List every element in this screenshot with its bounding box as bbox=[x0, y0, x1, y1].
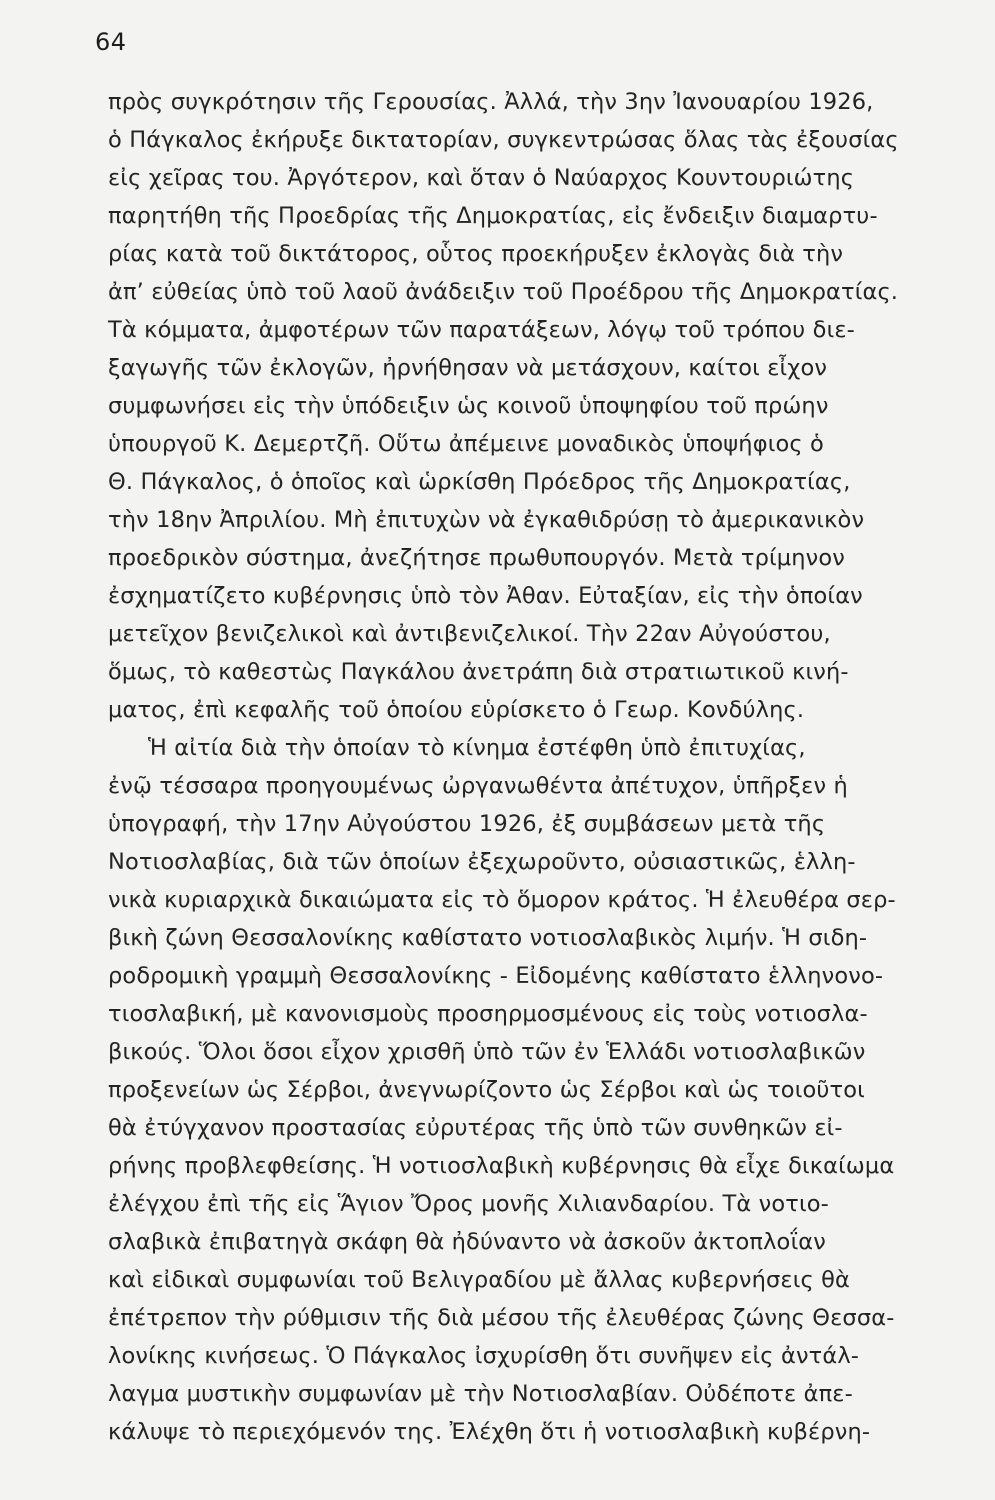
text-line: κάλυψε τὸ περιεχόμενόν της. Ἐλέχθη ὅτι ἡ νοτιοσλαβικὴ κυβέρνη- bbox=[108, 1419, 871, 1445]
text-line: ρίας κατὰ τοῦ δικτάτορος, οὗτος προεκήρυξεν ἐκλογὰς διὰ τὴν bbox=[108, 241, 844, 267]
text-line: μετεῖχον βενιζελικοὶ καὶ ἀντιβενιζελικοί. Τὴν 22αν Αὐγούστου, bbox=[108, 621, 831, 647]
text-line: τὴν 18ην Ἀπριλίου. Μὴ ἐπιτυχὼν νὰ ἐγκαθιδρύσῃ τὸ ἀμερικανικὸν bbox=[108, 507, 865, 533]
text-line: ξαγωγῆς τῶν ἐκλογῶν, ἠρνήθησαν νὰ μετάσχουν, καίτοι εἶχον bbox=[108, 355, 828, 381]
page-number: 64 bbox=[95, 28, 127, 56]
text-line: βικούς. Ὅλοι ὅσοι εἶχον χρισθῆ ὑπὸ τῶν ἐν Ἑλλάδι νοτιοσλαβικῶν bbox=[108, 1039, 866, 1065]
text-line: Θ. Πάγκαλος, ὁ ὁποῖος καὶ ὡρκίσθη Πρόεδρος τῆς Δημοκρατίας, bbox=[108, 469, 851, 495]
text-line: καὶ εἰδικαὶ συμφωνίαι τοῦ Βελιγραδίου μὲ ἄλλας κυβερνήσεις θὰ bbox=[108, 1267, 851, 1293]
text-line: ματος, ἐπὶ κεφαλῆς τοῦ ὁποίου εὑρίσκετο ὁ Γεωρ. Κονδύλης. bbox=[108, 697, 805, 723]
text-line: ὅμως, τὸ καθεστὼς Παγκάλου ἀνετράπη διὰ στρατιωτικοῦ κινή- bbox=[108, 659, 849, 685]
text-line: νικὰ κυριαρχικὰ δικαιώματα εἰς τὸ ὅμορον κράτος. Ἡ ἐλευθέρα σερ- bbox=[108, 887, 896, 913]
text-line: ὑπουργοῦ Κ. Δεμερτζῆ. Οὕτω ἀπέμεινε μοναδικὸς ὑποψήφιος ὁ bbox=[108, 431, 824, 457]
text-line: ὑπογραφή, τὴν 17ην Αὐγούστου 1926, ἐξ συμβάσεων μετὰ τῆς bbox=[108, 811, 826, 837]
paragraph-start-line: Ἡ αἰτία διὰ τὴν ὁποίαν τὸ κίνημα ἐστέφθη ὑπὸ ἐπιτυχίας, bbox=[148, 735, 806, 761]
text-line: συμφωνήσει εἰς τὴν ὑπόδειξιν ὡς κοινοῦ ὑποψηφίου τοῦ πρώην bbox=[108, 393, 829, 419]
text-line: τιοσλαβική, μὲ κανονισμοὺς προσηρμοσμένους εἰς τοὺς νοτιοσλα- bbox=[108, 1001, 868, 1027]
text-line: ροδρομικὴ γραμμὴ Θεσσαλονίκης - Εἰδομένης καθίστατο ἑλληνονο- bbox=[108, 963, 884, 989]
text-line: βικὴ ζώνη Θεσσαλονίκης καθίστατο νοτιοσλαβικὸς λιμήν. Ἡ σιδη- bbox=[108, 925, 868, 951]
text-line: προεδρικὸν σύστημα, ἀνεζήτησε πρωθυπουργόν. Μετὰ τρίμηνον bbox=[108, 545, 845, 571]
text-line: παρητήθη τῆς Προεδρίας τῆς Δημοκρατίας, εἰς ἔνδειξιν διαμαρτυ- bbox=[108, 203, 878, 229]
text-line: πρὸς συγκρότησιν τῆς Γερουσίας. Ἀλλά, τὴν 3ην Ἰανουαρίου 1926, bbox=[108, 89, 874, 115]
text-line: λαγμα μυστικὴν συμφωνίαν μὲ τὴν Νοτιοσλαβίαν. Οὐδέποτε ἀπε- bbox=[108, 1381, 853, 1407]
text-line: ρήνης προβλεφθείσης. Ἡ νοτιοσλαβικὴ κυβέρνησις θὰ εἶχε δικαίωμα bbox=[108, 1153, 895, 1179]
text-line: θὰ ἐτύγχανον προστασίας εὐρυτέρας τῆς ὑπὸ τῶν συνθηκῶν εἰ- bbox=[108, 1115, 843, 1141]
text-line: ἐσχηματίζετο κυβέρνησις ὑπὸ τὸν Ἀθαν. Εὐταξίαν, εἰς τὴν ὁποίαν bbox=[108, 583, 863, 609]
text-line: προξενείων ὡς Σέρβοι, ἀνεγνωρίζοντο ὡς Σέρβοι καὶ ὡς τοιοῦτοι bbox=[108, 1077, 865, 1103]
text-line: ἐνῷ τέσσαρα προηγουμένως ὠργανωθέντα ἀπέτυχον, ὑπῆρξεν ἡ bbox=[108, 773, 848, 799]
text-line: ὁ Πάγκαλος ἐκήρυξε δικτατορίαν, συγκεντρώσας ὅλας τὰς ἐξουσίας bbox=[108, 127, 899, 153]
text-line: Τὰ κόμματα, ἀμφοτέρων τῶν παρατάξεων, λόγῳ τοῦ τρόπου διε- bbox=[108, 317, 855, 343]
text-line: Νοτιοσλαβίας, διὰ τῶν ὁποίων ἐξεχωροῦντο, οὐσιαστικῶς, ἑλλη- bbox=[108, 849, 856, 875]
text-line: σλαβικὰ ἐπιβατηγὰ σκάφη θὰ ἠδύναντο νὰ ἀσκοῦν ἀκτοπλοΐαν bbox=[108, 1229, 826, 1255]
text-line: εἰς χεῖρας του. Ἀργότερον, καὶ ὅταν ὁ Ναύαρχος Κουντουριώτης bbox=[108, 165, 855, 191]
text-line: ἐλέγχου ἐπὶ τῆς εἰς Ἅγιον Ὄρος μονῆς Χιλιανδαρίου. Τὰ νοτιο- bbox=[108, 1191, 829, 1217]
text-line: ἐπέτρεπον τὴν ρύθμισιν τῆς διὰ μέσου τῆς ἐλευθέρας ζώνης Θεσσα- bbox=[108, 1305, 895, 1331]
text-line: ἀπ’ εὐθείας ὑπὸ τοῦ λαοῦ ἀνάδειξιν τοῦ Προέδρου τῆς Δημοκρατίας. bbox=[108, 279, 899, 305]
text-line: λονίκης κινήσεως. Ὁ Πάγκαλος ἰσχυρίσθη ὅτι συνῆψεν εἰς ἀντάλ- bbox=[108, 1343, 860, 1369]
